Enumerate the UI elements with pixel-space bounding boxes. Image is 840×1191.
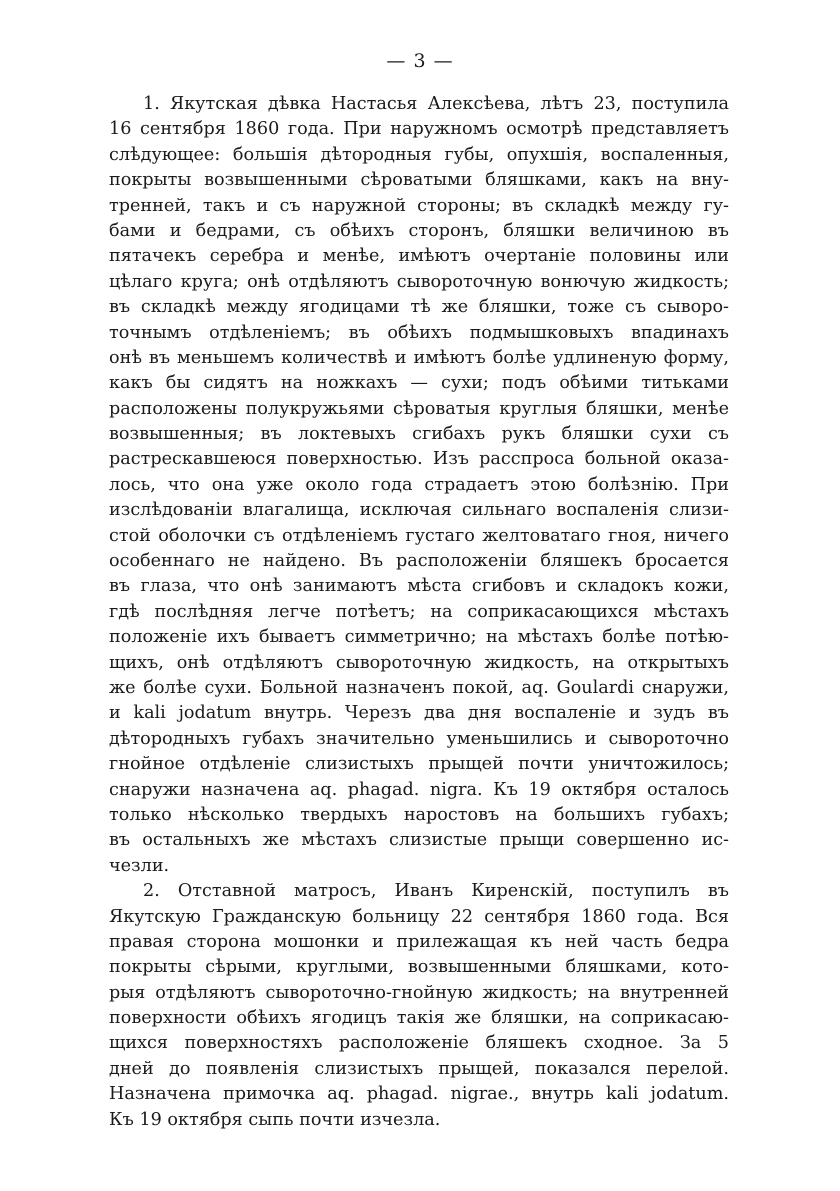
text-line: покрыты сѣрыми, круглыми, возвышенными бляшками, кото- [109, 957, 729, 978]
case-1-paragraph [109, 92, 729, 879]
text-line: Якутскую Гражданскую больницу 22 сентября 1860 года. Вся [109, 906, 729, 927]
text-line: въ остальныхъ же мѣстахъ слизистые прыщи совершенно ис- [109, 830, 729, 851]
text-line: изслѣдованіи влагалища, исключая сильнаго воспаленія слизи- [109, 500, 729, 521]
text-line: же болѣе сухи. Больной назначенъ покой, aq. Goulardi снаружи, [109, 677, 729, 698]
case-2-paragraph [109, 879, 729, 1133]
text-line: растрескавшеюся поверхностью. Изъ расспроса больной оказа- [109, 449, 729, 470]
text-line: точнымъ отдѣленіемъ; въ обѣихъ подмышковыхъ впадинахъ [109, 322, 729, 343]
text-line: покрыты возвышенными сѣроватыми бляшками, какъ на вну- [109, 170, 729, 191]
text-line: 1. Якутская дѣвка Настасья Алексѣева, лѣтъ 23, поступила [143, 94, 729, 114]
text-line: тренней, такъ и съ наружной стороны; въ складкѣ между гу- [109, 195, 729, 216]
text-line: бами и бедрами, съ обѣихъ сторонъ, бляшки величиною въ [109, 220, 729, 241]
text-line: гдѣ послѣдняя легче потѣетъ; на соприкасающихся мѣстахъ [109, 601, 729, 622]
text-line: и kali jodatum внутрь. Черезъ два дня воспаленіе и зудъ въ [109, 703, 729, 724]
text-line: положеніе ихъ бываетъ симметрично; на мѣстахъ болѣе потѣю- [109, 627, 729, 648]
text-line: особеннаго не найдено. Въ расположеніи бляшекъ бросается [109, 551, 729, 572]
text-line: расположены полукружьями сѣроватыя круглыя бляшки, менѣе [109, 398, 729, 419]
text-line: снаружи назначена aq. phagad. nigra. Къ 19 октября осталось [109, 779, 729, 800]
text-line: въ глаза, что онѣ занимаютъ мѣста сгибовъ и складокъ кожи, [109, 576, 729, 597]
text-line: Къ 19 октября сыпь почти изчезла. [109, 1109, 441, 1130]
text-line: 16 сентября 1860 года. При наружномъ осмотрѣ представляетъ [109, 119, 729, 140]
text-line: пятачекъ серебра и менѣе, имѣютъ очертаніе половины или [109, 246, 729, 267]
text-line: возвышенныя; въ локтевыхъ сгибахъ рукъ бляшки сухи съ [109, 424, 729, 445]
text-line: слѣдующее: большія дѣтородныя губы, опухшія, воспаленныя, [109, 144, 729, 165]
text-line: гнойное отдѣленіе слизистыхъ прыщей почти уничтожилось; [109, 754, 729, 775]
page-number: — 3 — [386, 50, 454, 72]
text-line: поверхности обѣихъ ягодицъ такія же бляшки, на соприкасаю- [109, 1008, 729, 1029]
text-line: правая сторона мошонки и прилежащая къ ней часть бедра [109, 931, 729, 952]
text-line: чезли. [109, 855, 170, 876]
text-line: въ складкѣ между ягодицами тѣ же бляшки, тоже съ сыворо- [109, 297, 729, 318]
body-text [109, 92, 729, 1133]
text-line: онѣ въ меньшемъ количествѣ и имѣютъ болѣе удлиненую форму, [109, 347, 729, 368]
text-line: стой оболочки съ отдѣленіемъ густаго желтоватаго гноя, ничего [109, 525, 729, 546]
text-line: цѣлаго круга; онѣ отдѣляютъ сывороточную вонючую жидкость; [109, 271, 729, 292]
text-line: 2. Отставной матросъ, Иванъ Киренскій, поступилъ въ [143, 881, 729, 902]
text-line: дѣтородныхъ губахъ значительно уменьшились и сывороточно [109, 728, 729, 749]
text-line: Назначена примочка aq. phagad. nigrae., внутрь kali jodatum. [109, 1084, 729, 1105]
text-line: только нѣсколько твердыхъ наростовъ на большихъ губахъ; [109, 804, 729, 825]
text-line: какъ бы сидятъ на ножкахъ — сухи; подъ обѣими титьками [109, 373, 729, 394]
text-line: дней до появленія слизистыхъ прыщей, показался перелой. [109, 1058, 729, 1079]
text-line: щихся поверхностяхъ расположеніе бляшекъ сходное. За 5 [109, 1033, 729, 1054]
text-line: лось, что она уже около года страдаетъ этою болѣзнію. При [109, 474, 729, 495]
text-line: щихъ, онѣ отдѣляютъ сывороточную жидкость, на открытыхъ [109, 652, 729, 673]
text-line: рыя отдѣляютъ сывороточно-гнойную жидкость; на внутренней [109, 982, 729, 1003]
